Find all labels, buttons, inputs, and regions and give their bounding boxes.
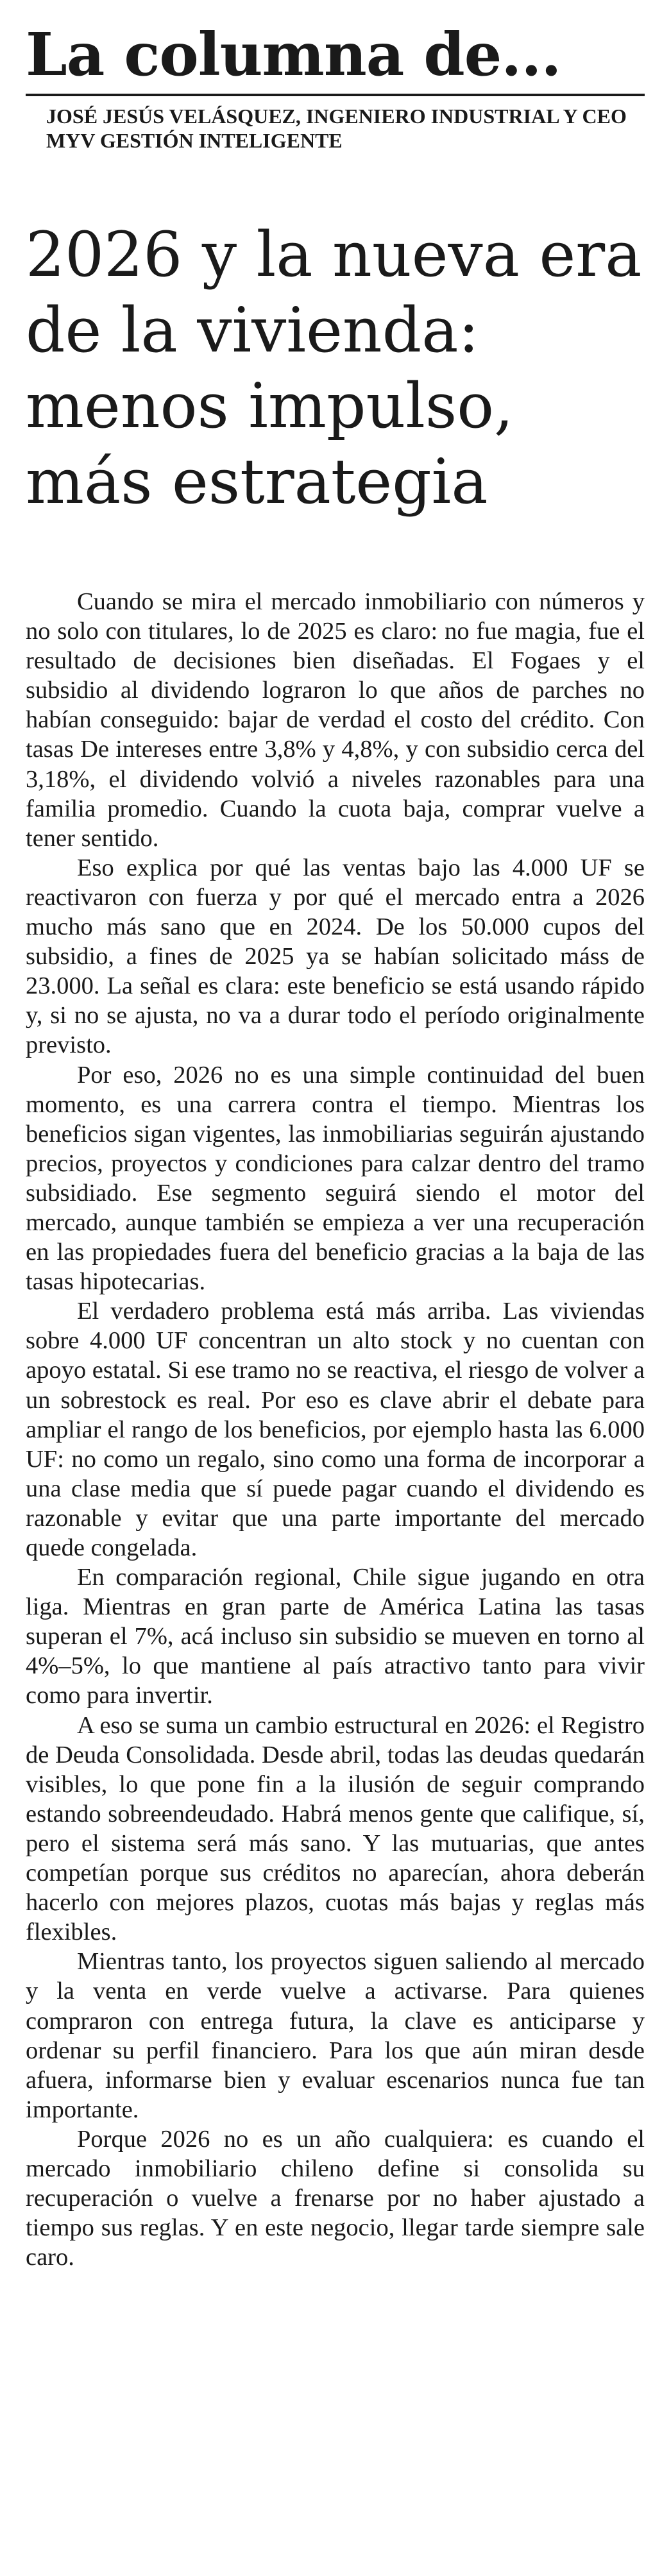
article-paragraph: Mientras tanto, los proyectos siguen saliendo al mercado y la venta en verde vuelve a activarse. Para quienes compraron con entrega futura, la clave es anticiparse y ordenar su perfil financiero. Para los que aún miran desde afuera, informarse bien y evaluar escenarios nunca fue tan importante. [26,1948,645,2123]
article-body [26,587,645,2272]
article-paragraph: Porque 2026 no es un año cualquiera: es cuando el mercado inmobiliario chileno define si consolida su recuperación o vuelve a frenarse por no haber ajustado a tiempo sus reglas. Y en este negocio, llegar tarde siempre sale caro. [26,2125,645,2271]
article-paragraph: A eso se suma un cambio estructural en 2026: el Registro de Deuda Consolidada. Desde abril, todas las deudas quedarán visibles, lo que pone fin a la ilusión de seguir comprando estando sobreendeudado. Habrá menos gente que califique, sí, pero el sistema será más sano. Y las mutuarias, que antes competían porque sus créditos no aparecían, ahora deberán hacerlo con mejores plazos, cuotas más bajas y reglas más flexibles. [26,1711,645,1946]
article-headline: 2026 y la nueva era de la vivienda: menos impulso, más estrategia [26,219,642,518]
article-paragraph: El verdadero problema está más arriba. Las viviendas sobre 4.000 UF concentran un alto stock y no cuentan con apoyo estatal. Si ese tramo no se reactiva, el riesgo de volver a un sobrestock es real. Por eso es clave abrir el debate para ampliar el rango de los beneficios, por ejemplo hasta las 6.000 UF: no como un regalo, sino como una forma de incorporar a una clase media que sí puede pagar cuando el dividendo es razonable y evitar que una parte importante del mercado quede congelada. [26,1298,645,1561]
section-title: La columna de... [26,20,561,89]
author-byline: JOSÉ JESÚS VELÁSQUEZ, INGENIERO INDUSTRIAL Y CEO MYV GESTIÓN INTELIGENTE [46,105,627,152]
article-paragraph: Eso explica por qué las ventas bajo las 4.000 UF se reactivaron con fuerza y por qué el mercado entra a 2026 mucho más sano que en 2024. De los 50.000 cupos del subsidio, a fines de 2025 ya se habían solicitado máss de 23.000. La señal es clara: este beneficio se está usando rápido y, si no se ajusta, no va a durar todo el período originalmente previsto. [26,854,645,1059]
article-paragraph: En comparación regional, Chile sigue jugando en otra liga. Mientras en gran parte de América Latina las tasas superan el 7%, acá incluso sin subsidio se mueven en torno al 4%–5%, lo que mantiene al país atractivo tanto para vivir como para invertir. [26,1564,645,1709]
article-paragraph: Por eso, 2026 no es una simple continuidad del buen momento, es una carrera contra el tiempo. Mientras los beneficios sigan vigentes, las inmobiliarias seguirán ajustando precios, proyectos y condiciones para calzar dentro del tramo subsidiado. Ese segmento seguirá siendo el motor del mercado, aunque también se empieza a ver una recuperación en las propiedades fuera del beneficio gracias a la baja de las tasas hipotecarias. [26,1061,645,1296]
header-divider [26,94,645,96]
column-page [26,19,645,2272]
article-paragraph: Cuando se mira el mercado inmobiliario con números y no solo con titulares, lo de 2025 es claro: no fue magia, fue el resultado de decisiones bien diseñadas. El Fogaes y el subsidio al dividendo lograron lo que años de parches no habían conseguido: bajar de verdad el costo del crédito. Con tasas De intereses entre 3,8% y 4,8%, y con subsidio cerca del 3,18%, el dividendo volvió a niveles razonables para una familia promedio. Cuando la cuota baja, comprar vuelve a tener sentido. [26,588,645,852]
